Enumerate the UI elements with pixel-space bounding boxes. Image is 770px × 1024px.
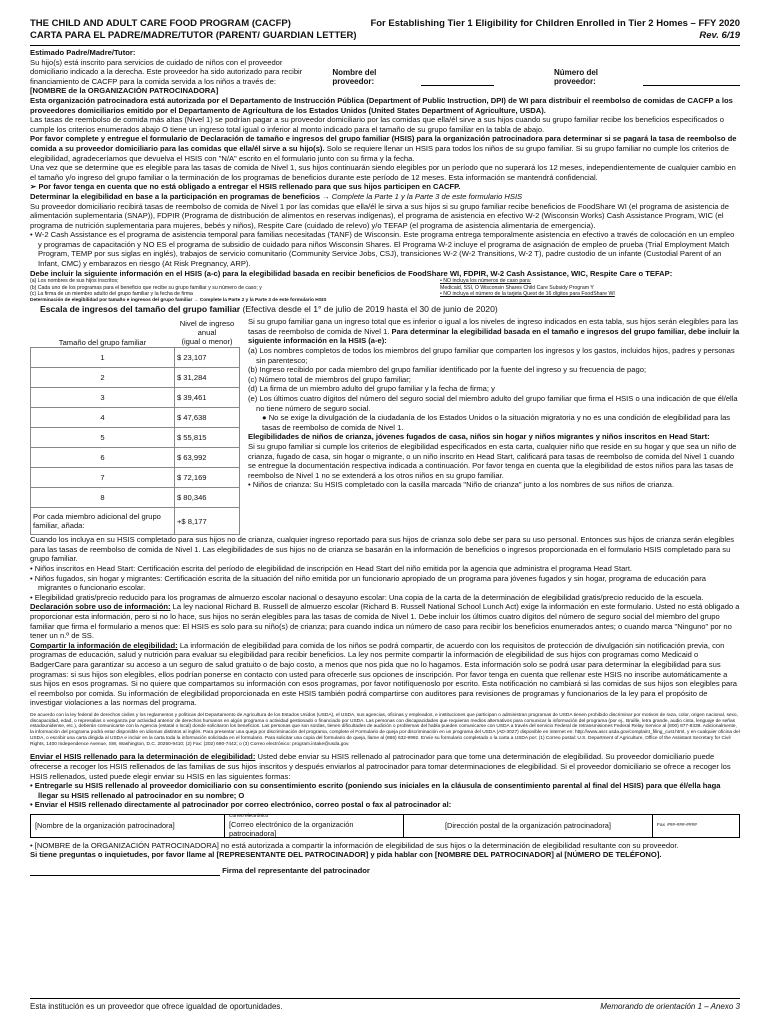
row-amount: $ 39,461 — [174, 388, 239, 408]
head-start-note: • Niños inscritos en Head Start: Certificación escrita del período de elegibilidad de inscripción en Head Start del niño emitida por la agencia que administra el programa Head Start. — [30, 564, 633, 574]
table-row — [31, 408, 240, 428]
citizenship-note: No se exige la divulgación de la ciudadanía de los Estados Unidos o la situación migratoria y no es una condición de elegibilidad para las tasas de reembolso de comida de Nivel 1. — [262, 413, 731, 432]
header-rule — [30, 45, 740, 46]
provider-number-field[interactable] — [554, 68, 740, 86]
signature-label: Firma del representante del patrocinador — [222, 866, 370, 876]
benefits-list-row — [30, 278, 740, 297]
table-row — [31, 428, 240, 448]
col-income-qualifier: (igual o menor) — [181, 336, 233, 346]
additional-member-label: Por cada miembro adicional del grupo familiar, añada: — [31, 508, 175, 535]
col-household-size: Tamaño del grupo familiar — [58, 338, 147, 348]
special-eligibility-body: Si su grupo familiar si cumple los criterios de elegibilidad especificados en esta carta, cualquier niño que reside en su hogar y que sea un niño de crianza, fugado de casa, sin hogar o migrante, o un niño inscrito en Head Start, calificará para tasas de reembolso de comida del Nivel 1 cuando se entregue la documentación respectiva indicada a continuación. Por favor tenga en cuenta que la elegibilidad de estos niños para las tasas de reembolso de Nivel 1 no se extenderá a los otros niños en su grupo familiar. — [248, 441, 737, 480]
provider-number-label: Número del proveedor: — [554, 67, 599, 86]
row-amount: $ 72,169 — [174, 468, 239, 488]
row-amount: $ 31,284 — [174, 368, 239, 388]
income-required-info: Para determinar la elegibilidad basada en el tamaño e ingresos del grupo familiar, debe incluir la siguiente información en la HSIS (a-e): — [248, 326, 740, 346]
paragraph-tier1: Las tasas de reembolso de comida más altas (Nivel 1) se podrían pagar a su proveedor domiciliario por las comidas que ella/él sirve a sus hijos cuando su grupo familiar recibe los beneficios especificados o cumple los criterios enumerados abajo O tiene un ingreso total igual o inferior al monto indicado para el tamaño de su grupo familiar en la tabla de abajo. — [30, 115, 724, 134]
table-row-additional — [31, 508, 240, 535]
sponsor-contact-fields — [30, 814, 740, 838]
fax-value: ###-###-#### — [667, 822, 697, 828]
income-intro: Si su grupo familiar gana un ingreso total que es inferior o igual a los niveles de ingreso indicados en esta tabla, sus hijos serán elegibles para las tasas de reembolso de comida de Nivel 1. — [248, 317, 739, 336]
intro-text: Su hijo(s) está inscrito para servicios de cuidado de niños con el proveedor domiciliario indicado a la derecha. Este proveedor ha sido autorizado para recibir financiamiento de CACFP para la comida servida a los niños a través de: — [30, 57, 303, 86]
questions-contact: Si tiene preguntas o inquietudes, por favor llame al [REPRESENTANTE DEL PATROCINADOR] y pida hablar con [NOMBRE DEL PATROCINADOR] al [NÚMERO DE TELÉFONO]. — [30, 850, 662, 860]
row-amount: $ 80,346 — [174, 488, 239, 508]
table-row — [31, 488, 240, 508]
sponsor-fax-field[interactable] — [653, 815, 739, 837]
title-program: THE CHILD AND ADULT CARE FOOD PROGRAM (CACFP) — [30, 18, 291, 29]
scale-title: Escala de ingresos del tamaño del grupo familiar — [40, 304, 241, 315]
provider-name-line[interactable] — [421, 76, 494, 86]
sponsor-email-field[interactable] — [225, 815, 404, 837]
not-shared-with-provider: • [NOMBRE de la ORGANIZACIÓN PATROCINADORA] no está autorizada a compartir la información de elegibilidad de sus hijos o la determinación de elegibilidad resultante con su proveedor. — [30, 840, 679, 850]
revision: Rev. 6/19 — [699, 30, 740, 41]
section-benefits-body: Su proveedor domiciliario recibirá tasas de reembolso de comida de Nivel 1 por las comidas que ella/él le sirva a sus hijos si su grupo familiar recibe beneficios de FoodShare WI (el programa de asistencia de alimentación suplementaria (SNAP)), FDPIR (Programa de distribución de alimentos en reservas indígenas), el programa de asistencia en efectivo W-2 (Wisconsin Works) Cash Assistance Program, WIC (el programa de nutrición suplementaria para mujeres, bebés y niños), Respite Care (cuidado de relevo) y/o TEFAP (el programa de asistencia alimentaria de emergencia). — [30, 201, 729, 230]
benefits-item-b: (b) Cada uno de los programas para el beneficio que recibe su grupo familiar y su número de caso; y — [30, 284, 262, 291]
page-footer — [30, 998, 740, 1011]
table-row — [31, 348, 240, 368]
table-row — [31, 368, 240, 388]
row-size: 7 — [31, 468, 175, 488]
title-right: For Establishing Tier 1 Eligibility for Children Enrolled in Tier 2 Homes – FFY 2020 — [370, 18, 740, 29]
paragraph-not-required: ➢ Por favor tenga en cuenta que no está obligado a entregar el HSIS rellenado para que sus hijos participen en CACFP. — [30, 182, 461, 192]
row-size: 1 — [31, 348, 175, 368]
provider-name-field[interactable] — [332, 68, 494, 86]
intro-section — [30, 58, 740, 96]
email-small-label: Correo electrónico — [229, 814, 269, 819]
sharing-title: Compartir la información de elegibilidad: — [30, 640, 178, 650]
paragraph-authorization: Esta organización patrocinadora está autorizada por el Departamento de Instrucción Pública (Department of Public Instruction, DPI) de WI para distribuir el reembolso de comidas de CACFP a los proveedores domiciliarios emitido por el Departamento de Agricultura de los Estados Unidos (United States Department of Agriculture, USDA). — [30, 95, 733, 115]
section-benefits-title: Determinar la elegibilidad en base a la participación en programas de beneficios — [30, 191, 320, 201]
income-item-c: (c) Número total de miembros del grupo familiar; — [248, 374, 411, 384]
table-row — [31, 468, 240, 488]
provider-name-label: Nombre del proveedor: — [332, 67, 377, 86]
income-section — [30, 317, 740, 535]
paragraph-12-months: Una vez que se determine que es elegible para las tasas de comida de Nivel 1, sus hijos continuarán siendo elegibles por un período que no superará los 12 meses, independientemente de cualquier cambio en el tamaño y/o ingreso del grupo familiar o la terminación de los programas de beneficios durante este período de 12 meses. Esta información se mantendrá confidencial. — [30, 163, 736, 182]
additional-member-amount: +$ 8,177 — [174, 508, 239, 535]
submit-title: Enviar el HSIS rellenado para la determinación de elegibilidad: — [30, 752, 256, 762]
row-amount: $ 47,638 — [174, 408, 239, 428]
sponsor-email-value: [Correo electrónico de la organización patrocinadora] — [229, 819, 354, 838]
submit-option-provider: • Entregarle su HSIS rellenado al proveedor domiciliario con su consentimiento escrito (poniendo sus iniciales en la cláusula de consentimiento parental al final del HSIS) para que él/ella haga llegar su HSIS rellenado al patrocinador en su nombre; O — [30, 781, 721, 800]
submit-option-direct: • Enviar el HSIS rellenado directamente al patrocinador por correo electrónico, correo postal o fax al patrocinador al: — [30, 800, 452, 810]
greeting: Estimado Padre/Madre/Tutor: — [30, 48, 136, 57]
income-scale-table — [30, 317, 240, 535]
row-size: 4 — [31, 408, 175, 428]
side-note-2: Medicaid, SSI, O Wisconsin Shares Child Care Subsidy Program Y — [440, 284, 594, 291]
income-item-a: (a) Los nombres completos de todos los miembros del grupo familiar que comparten los ingresos y los gastos, incluidos hijos, padres y personas sin parentesco; — [248, 346, 735, 365]
nondiscrimination-statement: De acuerdo con la ley federal de derechos civiles y los reglamentos y políticas del Departamento de Agricultura de los Estados Unidos (USDA), el USDA, sus agencias, oficinas y empleados, e instituciones que participan o administran programas de USDA tienen prohibido discriminar por motivos de raza, color, origen nacional, sexo, discapacidad, edad, o represalias o venganza por actividad anterior de derechos humanos en algún programa o actividad gestionado o financiado por USDA. Las personas con discapacidades que requieran medios alternativos para comunicar la información del programa (por ej., Braille, letra grande, audio cinta, lenguaje de señas estadounidense, etc.), deberán comunicarse con la Agencia (estatal o local) donde solicitaron los beneficios. Las personas que son sordas, tienen dificultades de audición o problemas del habla pueden comunicarse con USDA a través del servicio Federal de retransmisiones Federal Relay Service al (800) 877-8339. Adicionalmente, la información del programa podrá estar disponible en idiomas distintos al inglés. Para presentar una queja por discriminación del programa, complete el Formulario de queja por discriminación en un programa del USDA (AD-3027) disponible en internet en: http://www.ascr.usda.gov/complaint_filing_cust.html, y en cualquier oficina del USDA, o escribir una carta dirigida al USDA e incluir en la carta toda la información solicitada en el formulario. Para solicitar una copia del formulario de queja, llame al (866) 632-9992. Envíe su formulario completado o la carta a USDA por: (1) Correo postal: U.S. Department of Agriculture, Office of the Assistant Secretary for Civil Rights, 1400 Independence Avenue, SW, Washington, D.C. 20250-9410; (2) Fax: (202) 690-7442; o (3) Correo electrónico: program.intake@usda.gov. — [30, 712, 740, 747]
row-amount: $ 23,107 — [174, 348, 239, 368]
foster-followup: Cuando los incluya en su HSIS completado para sus hijos no de crianza, cualquier ingreso reportado para sus hijos de crianza solo debe ser para su uso personal. Entonces sus hijos de crianza serán elegibles para las tasas de reembolso de comida de Nivel 1. Las elegibilidades de sus hijos no de crianza se basarán en la información de beneficios o ingresos proporcionada en el formulario HSIS completado para su grupo familiar. — [30, 535, 735, 564]
section-benefits-arrow: → Complete la Parte 1 y la Parte 3 de este formulario HSIS — [322, 191, 523, 201]
row-size: 5 — [31, 428, 175, 448]
table-row — [31, 448, 240, 468]
sponsor-address-field[interactable]: [Dirección postal de la organización patrocinadora] — [404, 815, 653, 837]
w2-cash-assistance: • W-2 Cash Assistance es el programa de asistencia temporal para familias necesitadas (TANF) de Wisconsin. Este programa entrega temporalmente asistencia en efectivo a través de colocación en un empleo y programas de capacitación y NO ES el programa de subsidio de cuidado para niños Wisconsin Shares. El Programa W-2 incluye el programa de asignación de empleo de prueba (Trial Employment Match Program, TEMP por sus siglas en inglés), trabajos de servicio comunitario (Community Service Jobs, CSJ), transiciones W-2 (W-2 Transitions, W-2 T), padre custodio de un infante (Custodial Parent of an Infant, CMC) y embarazos en riesgo (At Risk Pregnancy, ARP). — [30, 230, 735, 269]
col-income-level: Nivel de ingreso anual — [179, 318, 235, 337]
row-amount: $ 63,992 — [174, 448, 239, 468]
foster-children-note: • Niños de crianza: Su HSIS completado con la casilla marcada "Niño de crianza" junto a los nombres de sus niños de crianza. — [248, 480, 674, 490]
row-size: 3 — [31, 388, 175, 408]
school-meals-note: • Elegibilidad gratis/precio reducido para los programas de almuerzo escolar nacional o desayuno escolar: Una copia de la carta de la determinación de elegibilidad gratis/precio reducido de la escuela. — [30, 592, 704, 602]
row-size: 8 — [31, 488, 175, 508]
paragraph-complete-hsis: Por favor complete y entregue el formulario de Declaración de tamaño e ingresos del grupo familiar (HSIS) para la organización patrocinadora para determinar si se pagará la tasa de reembolso de comida a su proveedor domiciliario para las comidas que ella/él sirve a su hijo(s). — [30, 134, 737, 153]
title-letter: CARTA PARA EL PADRE/MADRE/TUTOR (PARENT/ GUARDIAN LETTER) — [30, 30, 357, 41]
income-explanation: Si su grupo familiar gana un ingreso total que es inferior o igual a los niveles de ingreso indicados en esta tabla, sus hijos serán elegibles para las tasas de reembolso de comida de Nivel 1. Para determinar la elegibilidad basada en el tamaño e ingresos del grupo familiar, debe incluir la siguiente información en la HSIS (a-e): (a) Los nombres completos de todos los miembros del grupo familiar que comparten los ingresos y los gastos, incluidos hijos, padres y personas sin parentesco; (b) Ingreso recibido por cada miembro del grupo familiar identificado por la fuente del ingreso y su frecuencia de pago; (c) Número total de miembros del grupo familiar; (d) La firma de un miembro adulto del grupo familiar y la fecha de firma; y (e) Los últimos cuatro dígitos del número del seguro social del miembro adulto del grupo familiar que firma el HSIS o una indicación de que él/ella no tiene número de seguro social. ● No se exige la divulgación de la ciudadanía de los Estados Unidos o la situación migratoria y no es una condición de elegibilidad para las tasas de reembolso de comida de Nivel 1. Elegibilidades de niños de crianza, jóvenes fugados de casa, niños sin hogar y niños migrantes y niños inscritos en Head Start: Si su grupo familiar si cumple los criterios de elegibilidad especificados en esta carta, cualquier niño que reside en su hogar y que sea un niño de crianza, fugado de casa, sin hogar o migrante, o un niño inscrito en Head Start, calificará para tasas de reembolso de comida del Nivel 1 cuando se entregue la documentación respectiva indicada a continuación. Por favor tenga en cuenta que la elegibilidad de estos niños para las tasas de reembolso de Nivel 1 no se extenderá a los otros niños en su grupo familiar. • Niños de crianza: Su HSIS completado con la casilla marcada "Niño de crianza" junto a los nombres de sus niños de crianza. — [248, 317, 740, 490]
size-income-heading: Determinación de elegibilidad por tamaño e ingresos del grupo familiar → Complete la Parte 2 y la Parte 3 de este formulario HSIS — [30, 298, 327, 304]
side-note-3: • NO incluya el número de la tarjeta Quest de 16 dígitos para FoodShare WI — [440, 291, 615, 298]
runaway-homeless-note: • Niños fugados, sin hogar y migrantes: Certificación escrita de la situación del niño emitida por un funcionario apropiado de un programa para jóvenes fugados y sin hogar, programa de educación para migrantes o funcionario escolar. — [30, 573, 706, 593]
row-size: 2 — [31, 368, 175, 388]
income-item-d: (d) La firma de un miembro adulto del grupo familiar y la fecha de firma; y — [248, 384, 495, 394]
paragraph-hsis-note: Solo se requiere llenar un HSIS para todos los niños de su grupo familiar. Si su grupo familiar no cumple los criterios de elegibilidad, agradeceríamos que devuelva el HSIS con "N/A" escrito en el formulario junto con su firma y la fecha. — [30, 143, 729, 163]
benefits-item-c: (c) La firma de un miembro adulto del grupo familiar y la fecha de firma — [30, 291, 193, 298]
scale-date: (Efectiva desde el 1° de julio de 2019 hasta el 30 de junio de 2020) — [242, 304, 498, 315]
special-eligibility-title: Elegibilidades de niños de crianza, jóvenes fugados de casa, niños sin hogar y niños migrantes y niños inscritos en Head Start: — [248, 432, 710, 442]
row-size: 6 — [31, 448, 175, 468]
side-note-1: • NO incluya los números de caso para: — [440, 278, 532, 285]
table-header-row — [31, 317, 240, 348]
privacy-body: La ley nacional Richard B. Russell de almuerzo escolar (Richard B. Russell National School Lunch Act) exige la información en este formulario. Usted no está obligado a proporcionar esta información, pero si no lo hace, sus hijos no serán elegibles para las tasas de comida de Nivel 1. Debe incluir los últimos cuatro dígitos del número de seguro social del miembro del grupo familiar que firma el formulario a menos que: El HSIS es solo para su niño(s) de crianza; para cuando indica un número de caso para recibir los beneficios enumerados antes; o cuando marca "Ninguno" por no tener un n.º de SS. — [30, 602, 740, 641]
equal-opportunity: Esta institución es un proveedor que ofrece igualdad de oportunidades. — [30, 1002, 283, 1011]
benefits-item-a: (a) Los nombres de sus hijos inscritos; — [30, 278, 119, 285]
sponsor-name-field[interactable]: [Nombre de la organización patrocinadora] — [31, 815, 225, 837]
benefits-required-info: Debe incluir la siguiente información en el HSIS (a-c) para la elegibilidad basada en recibir beneficios de FoodShare WI, FDPIR, W-2 Cash Assistance, WIC, Respite Care o TEFAP: — [30, 268, 673, 278]
privacy-title: Declaración sobre uso de información: — [30, 602, 171, 612]
document-header — [30, 18, 740, 42]
income-item-e: (e) Los últimos cuatro dígitos del número del seguro social del miembro adulto del grupo familiar que firma el HSIS o una indicación de que él/ella no tiene número de seguro social. — [248, 394, 738, 413]
table-row — [31, 388, 240, 408]
intro-org: [NOMBRE de la ORGANIZACIÓN PATROCINADORA] — [30, 86, 219, 96]
income-item-b: (b) Ingreso recibido por cada miembro del grupo familiar identificado por la fuente del ingreso y su frecuencia de pago; — [248, 365, 647, 375]
submit-body: Usted debe enviar su HSIS rellenado al patrocinador para que tome una determinación de elegibilidad. Su proveedor domiciliario puede ofrecerse a recoger los HSIS rellenados de las familias de sus hijos inscritos y después enviarlos al patrocinador para tomar determinaciones de elegibilidad. Si el proveedor domiciliario se ofrece a recoger los HSIS rellenados, usted puede elegir enviar su HSIS en las siguientes formas: — [30, 752, 731, 781]
memo-reference: Memorando de orientación 1 – Anexo 3 — [600, 1002, 740, 1011]
signature-line[interactable] — [30, 867, 220, 876]
row-amount: $ 55,815 — [174, 428, 239, 448]
sharing-body: La información de elegibilidad para comida de los niños se podrá compartir, de acuerdo con los requisitos de protección de divulgación sin notificación previa, con programas de educación, salud y nutrición para evaluar su elegibilidad para recibir beneficios. La ley nos permite compartir la información de elegibilidad de sus hijos con programas como Medicaid o BadgerCare para garantizar su acceso a un seguro de salud gratuito o de bajo costo, a menos que nos pida que no lo hagamos. Esta información solo se podrá usar para determinar la elegibilidad para sus programas: si sus hijos son elegibles, ellos podrían ponerse en contacto con usted para ofrecerle sus opciones de inscripción. Por favor tenga en cuenta que rellenar este HSIS no inscribe automáticamente a sus hijos en esos programas. Si no quiere que compartamos su información con esos programas, por favor notifíquenoslo por escrito. Esta notificación no cambiará si las comidas de sus hijos son elegibles para el reembolso por comida. Su información de elegibilidad proporcionada en este HSIS también podrá compartirse con auditores para revisiones de programas y funcionarios de la ley para el propósito de investigar violaciones a las normas del programa. — [30, 640, 738, 708]
fax-label: Fax — [657, 822, 665, 828]
provider-number-line[interactable] — [643, 76, 740, 86]
